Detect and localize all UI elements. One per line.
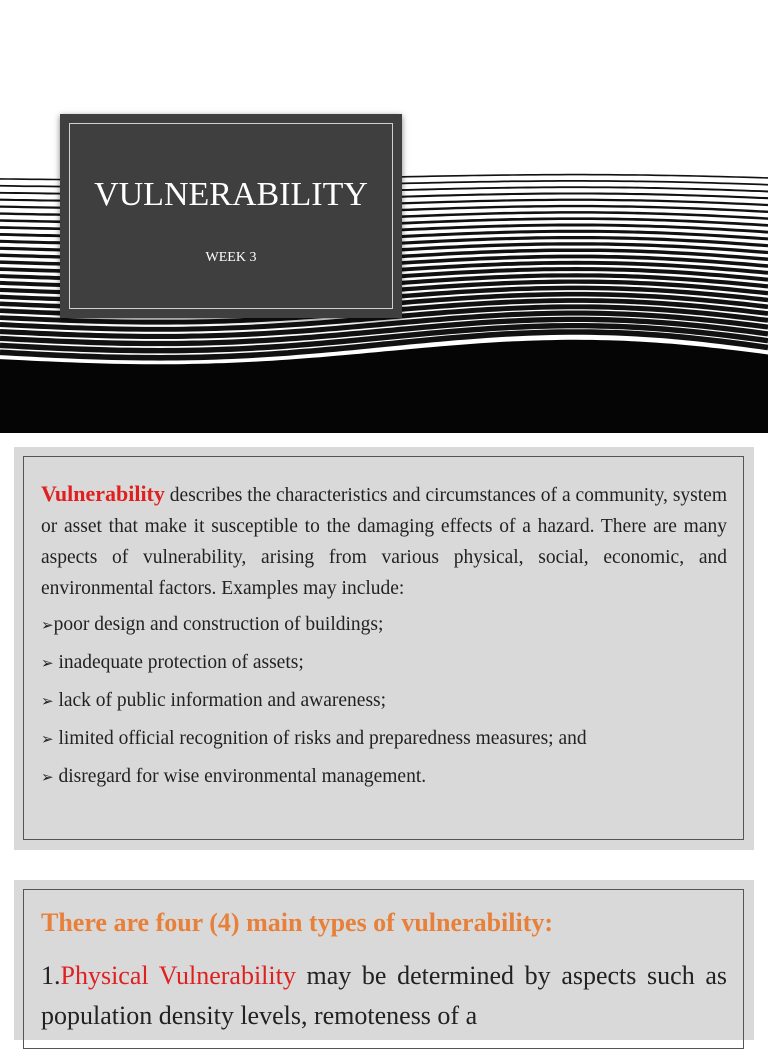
item-number: 1. bbox=[41, 961, 61, 990]
list-item: ➢ inadequate protection of assets; bbox=[41, 652, 304, 673]
list-item: ➢poor design and construction of buildings; bbox=[41, 614, 384, 635]
arrow-bullet-icon: ➢ bbox=[41, 616, 54, 634]
title-card-border bbox=[69, 123, 393, 309]
item-text: may be determined by aspects such as population density levels, remoteness of a bbox=[41, 961, 727, 1030]
types-heading: There are four (4) main types of vulnerability: bbox=[41, 908, 554, 937]
list-item: ➢ disregard for wise environmental management. bbox=[41, 766, 427, 787]
arrow-bullet-icon: ➢ bbox=[41, 692, 54, 710]
examples-list bbox=[41, 610, 731, 800]
definition-paragraph bbox=[41, 478, 727, 604]
definition-text: describes the characteristics and circumstances of a community, system or asset that make it susceptible to the damaging effects of a hazard. There are many aspects of vulnerability, arising from various physical, social, economic, and environmental factors. Examples may include: bbox=[41, 485, 727, 599]
arrow-bullet-icon: ➢ bbox=[41, 768, 54, 786]
keyword-vulnerability: Vulnerability bbox=[41, 481, 165, 506]
slide-title: VULNERABILITY bbox=[94, 176, 368, 213]
definition-slide bbox=[14, 447, 754, 850]
slide-subtitle: WEEK 3 bbox=[205, 250, 257, 265]
list-item: ➢ limited official recognition of risks and preparedness measures; and bbox=[41, 728, 587, 749]
item-name: Physical Vulnerability bbox=[60, 961, 296, 990]
title-card bbox=[60, 114, 402, 318]
arrow-bullet-icon: ➢ bbox=[41, 654, 54, 672]
wave-bottom-fill bbox=[0, 340, 768, 433]
types-item-1 bbox=[41, 956, 727, 1036]
title-slide bbox=[0, 0, 768, 433]
arrow-bullet-icon: ➢ bbox=[41, 730, 54, 748]
types-slide bbox=[14, 880, 754, 1040]
list-item: ➢ lack of public information and awareness; bbox=[41, 690, 387, 711]
